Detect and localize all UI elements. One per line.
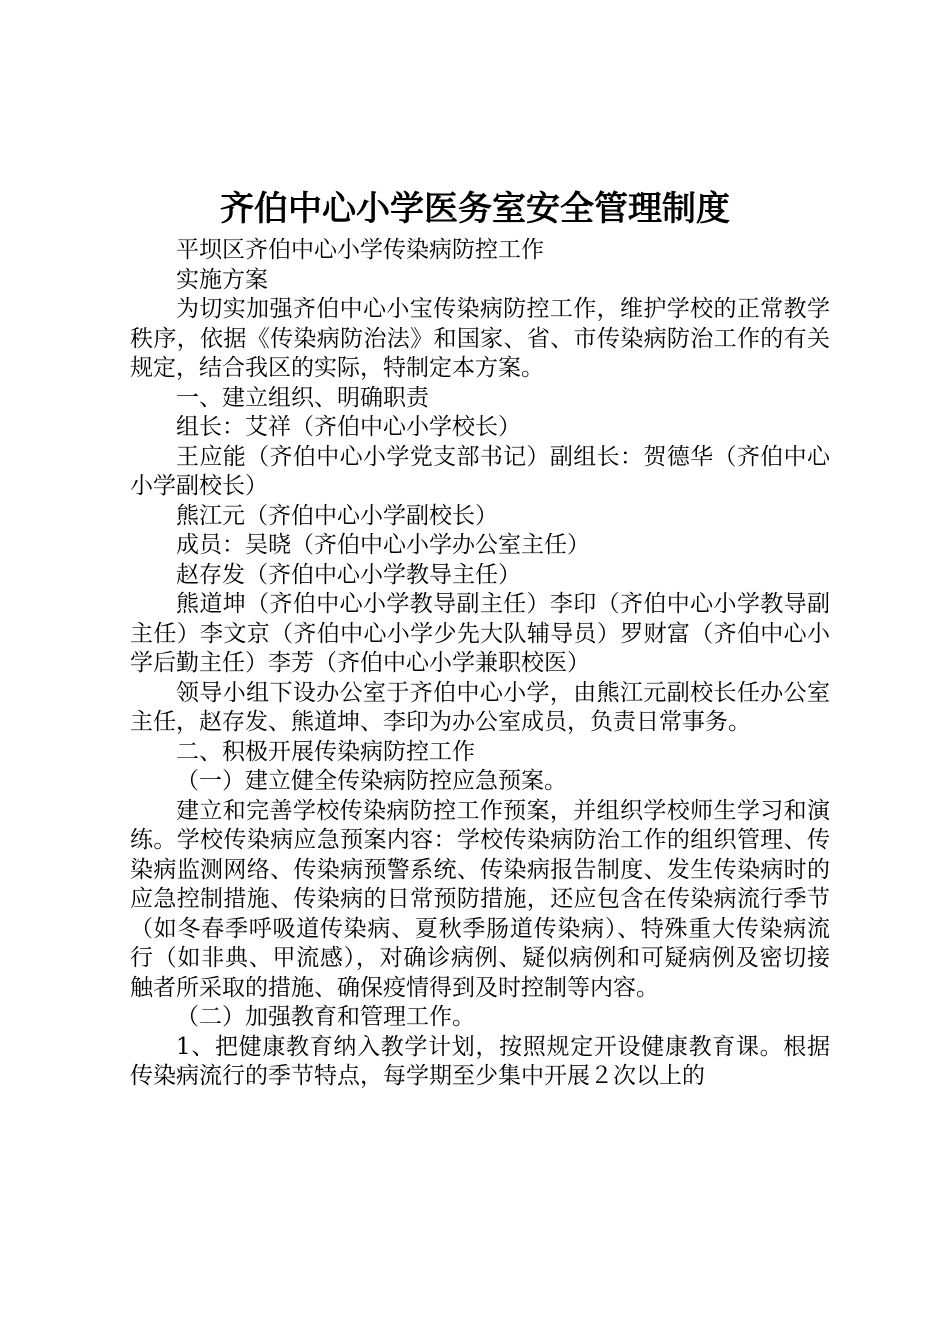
section-heading: 二、积极开展传染病防控工作 [176,738,475,765]
paragraph: 建立和完善学校传染病防控工作预案，并组织学校师生学习和演练。学校传染病应急预案内容：学校传染病防治工作的组织管理、传染病监测网络、传染病预警系统、传染病报告制度、发生传染病时的应急控制措施、传染病的日常预防措施，还应包含在传染病流行季节（如冬春季呼吸道传染病、夏秋季肠道传染病）、特殊重大传染病流行（如非典、甲流感），对确诊病例、疑似病例和可疑病例及密切接触者所采取的措施、确保疫情得到及时控制等内容。 [130,797,830,1001]
subsection-heading: （二）加强教育和管理工作。 [176,1004,475,1030]
paragraph: 实施方案 [176,266,268,293]
paragraph: 王应能（齐伯中心小学党支部书记）副组长：贺德华（齐伯中心小学副校长） [130,443,830,499]
paragraph: 平坝区齐伯中心小学传染病防控工作 [176,237,544,263]
section-heading: 一、建立组织、明确职责 [176,384,429,411]
paragraph: 领导小组下设办公室于齐伯中心小学，由熊江元副校长任办公室主任，赵存发、熊道坤、李印为办公室成员，负责日常事务。 [130,679,830,735]
document-title: 齐伯中心小学医务室安全管理制度 [220,189,730,229]
subsection-heading: （一）建立健全传染病防控应急预案。 [176,768,567,794]
document-body [130,236,830,1092]
paragraph: 组长：艾祥（齐伯中心小学校长） [176,414,521,440]
paragraph: 赵存发（齐伯中心小学教导主任） [176,561,521,588]
paragraph: 熊道坤（齐伯中心小学教导副主任）李印（齐伯中心小学教导副主任）李文京（齐伯中心小学少先大队辅导员）罗财富（齐伯中心小学后勤主任）李芳（齐伯中心小学兼职校医） [130,591,830,676]
paragraph: 1、把健康教育纳入教学计划，按照规定开设健康教育课。根据传染病流行的季节特点，每学期至少集中开展２次以上的 [130,1033,830,1089]
paragraph: 熊江元（齐伯中心小学副校长） [176,502,498,529]
paragraph: 成员：吴晓（齐伯中心小学办公室主任） [176,532,590,558]
paragraph: 为切实加强齐伯中心小宝传染病防控工作，维护学校的正常教学秩序，依据《传染病防治法》和国家、省、市传染病防治工作的有关规定，结合我区的实际，特制定本方案。 [130,296,830,381]
